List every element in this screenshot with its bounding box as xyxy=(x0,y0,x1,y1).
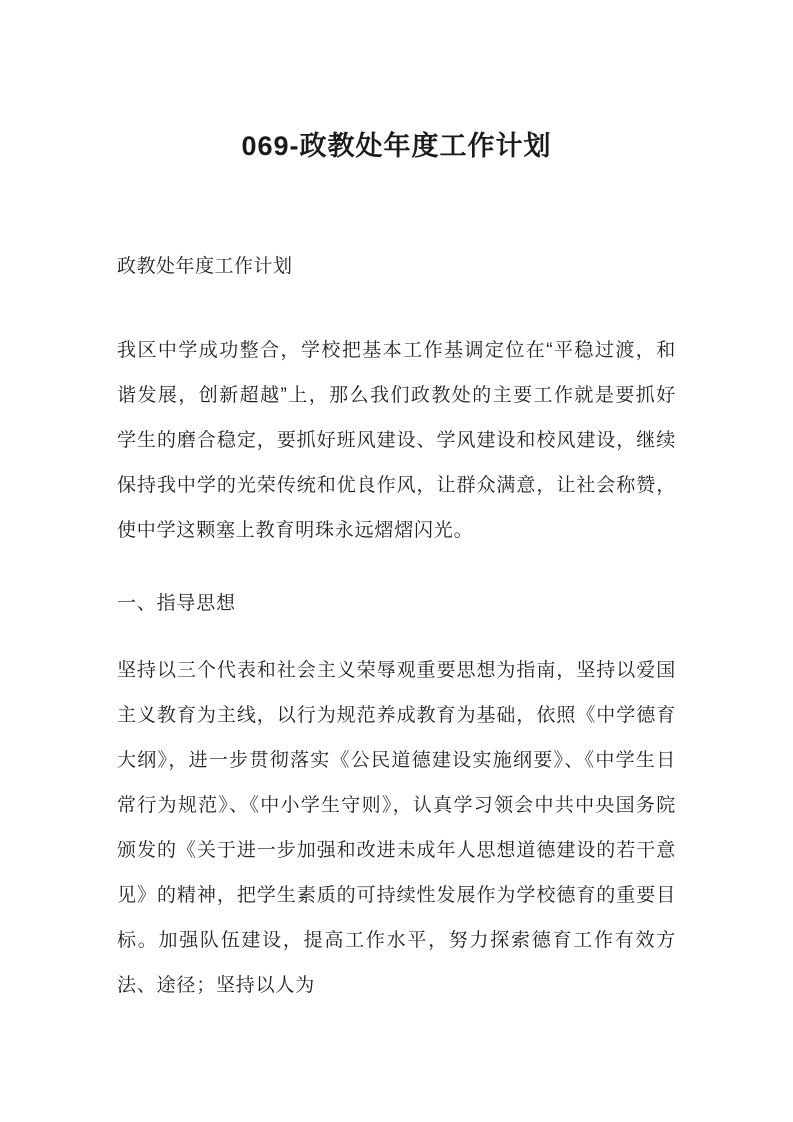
paragraph-intro: 我区中学成功整合，学校把基本工作基调定位在“平稳过渡，和谐发展，创新超越”上，那么我们政教处的主要工作就是要抓好学生的磨合稳定，要抓好班风建设、学风建设和校风建设，继续保持我中学的光荣传统和优良作风，让群众满意，让社会称赞，使中学这颗塞上教育明珠永远熠熠闪光。 xyxy=(117,340,676,541)
section-heading-guiding-ideology: 一、指导思想 xyxy=(117,593,236,614)
document-subtitle: 政教处年度工作计划 xyxy=(117,256,293,277)
document-title: 069-政教处年度工作计划 xyxy=(241,131,552,161)
paragraph-guiding-ideology: 坚持以三个代表和社会主义荣辱观重要思想为指南，坚持以爱国主义教育为主线，以行为规范养成教育为基础，依照《中学德育大纲》，进一步贯彻落实《公民道德建设实施纲要》、《中学生日常行为规范》、《中小学生守则》，认真学习领会中共中央国务院颁发的《关于进一步加强和改进未成年人思想道德建设的若干意见》的精神，把学生素质的可持续性发展作为学校德育的重要目标。加强队伍建设，提高工作水平，努力探索德育工作有效方法、途径；坚持以人为 xyxy=(117,660,676,996)
